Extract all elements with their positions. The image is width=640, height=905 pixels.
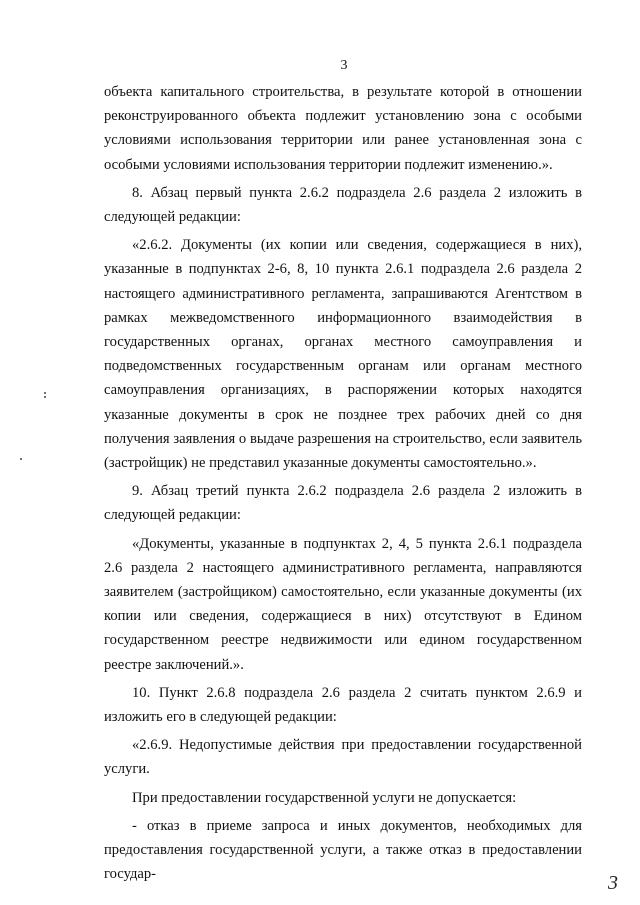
paragraph-not-allowed: При предоставлении государственной услуги не допускается: [132,789,517,806]
page-number: 3 [340,58,348,73]
paragraph-list-item: - отказ в приеме запроса и иных документов, необходимых для предоставления государственной услуги, а также отказ в предоставлении государ- [104,817,582,883]
document-body [104,80,582,887]
paragraph-quote-2-6-2: «2.6.2. Документы (их копии или сведения, содержащиеся в них), указанные в подпунктах 2-6, 8, 10 пункта 2.6.1 подраздела 2.6 раздела 2 настоящего административного регламента, запрашиваются Агентством в рамках межведомственного информационного взаимодействия в государственных органах, органах местного самоуправления и подведомственных государственным органам или органам местного самоуправления организациях, в распоряжении которых находятся указанные документы в срок не позднее трех рабочих дней со дня получения заявления о выдаче разрешения на строительство, если заявитель (застройщик) не представил указанные документы самостоятельно.». [104,237,582,472]
corner-page-mark: 3 [608,872,618,894]
paragraph-item-9: 9. Абзац третий пункта 2.6.2 подраздела 2.6 раздела 2 изложить в следующей редакции: [104,483,582,524]
paragraph-item-8: 8. Абзац первый пункта 2.6.2 подраздела 2.6 раздела 2 изложить в следующей редакции: [104,184,582,226]
paragraph-quote-2-6-9: «2.6.9. Недопустимые действия при предоставлении государственной услуги. [104,737,582,778]
paragraph-quote-documents: «Документы, указанные в подпунктах 2, 4, 5 пункта 2.6.1 подраздела 2.6 раздела 2 настоящего административного регламента, направляются заявителем (застройщиком) самостоятельно, если указанные документы (их копии или сведения, содержащиеся в них) отсутствуют в Едином государственном реестре недвижимости или едином государственном реестре заключений.». [104,535,582,673]
paragraph-item-10: 10. Пункт 2.6.8 подраздела 2.6 раздела 2 считать пунктом 2.6.9 и изложить его в следующей редакции: [104,684,582,726]
scan-speck [44,396,46,398]
paragraph-continuation: объекта капитального строительства, в результате которой в отношении реконструированного объекта подлежит установлению зона с особыми условиями использования территории или ранее установленная зона с особыми условиями использования территории подлежит изменению.». [104,84,582,173]
scan-speck [20,458,22,460]
scan-speck [44,392,46,394]
